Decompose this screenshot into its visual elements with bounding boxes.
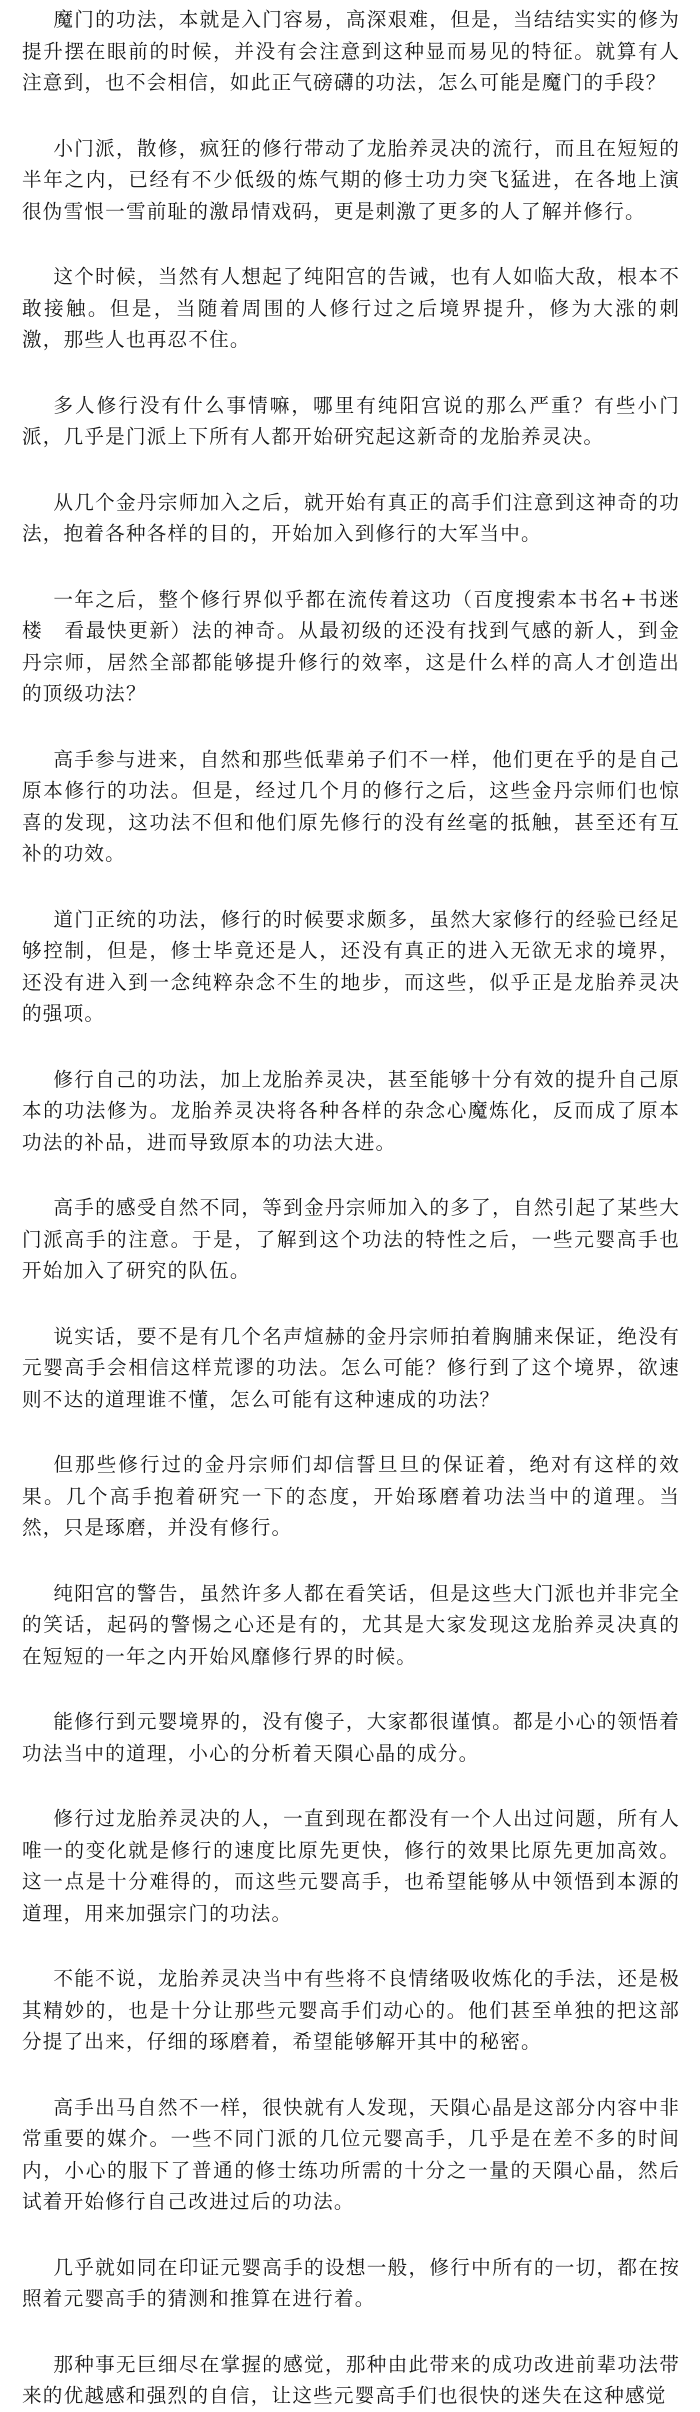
paragraph-16: 不能不说，龙胎养灵决当中有些将不良情绪吸收炼化的手法，还是极其精妙的，也是十分让那些元婴高手们动心的。他们甚至单独的把这部分提了出来，仔细的琢磨着，希望能够解开其中的秘密。 — [22, 1967, 680, 2053]
paragraph-1: 魔门的功法，本就是入门容易，高深艰难，但是，当结结实实的修为提升摆在眼前的时候，并没有会注意到这种显而易见的特征。就算有人注意到，也不会相信，如此正气磅礴的功法，怎么可能是魔门的手段？ — [22, 8, 680, 94]
paragraph-9: 修行自己的功法，加上龙胎养灵决，甚至能够十分有效的提升自己原本的功法修为。龙胎养灵决将各种各样的杂念心魔炼化，反而成了原本功法的补品，进而导致原本的功法大进。 — [22, 1067, 680, 1154]
paragraph-14: 能修行到元婴境界的，没有傻子，大家都很谨慎。都是小心的领悟着功法当中的道理，小心的分析着天隕心晶的成分。 — [22, 1710, 680, 1765]
paragraph-11: 说实话，要不是有几个名声煊赫的金丹宗师拍着胸脯来保证，绝没有元婴高手会相信这样荒谬的功法。怎么可能？修行到了这个境界，欲速则不达的道理谁不懂，怎么可能有这种速成的功法？ — [22, 1324, 680, 1411]
paragraph-7: 高手参与进来，自然和那些低辈弟子们不一样，他们更在乎的是自己原本修行的功法。但是，经过几个月的修行之后，这些金丹宗师们也惊喜的发现，这功法不但和他们原先修行的没有丝毫的抵触，甚至还有互补的功效。 — [22, 747, 680, 865]
paragraph-12: 但那些修行过的金丹宗师们却信誓旦旦的保证着，绝对有这样的效果。几个高手抱着研究一下的态度，开始琢磨着功法当中的道理。当然，只是琢磨，并没有修行。 — [22, 1453, 680, 1539]
paragraph-3: 这个时候，当然有人想起了纯阳宫的告诫，也有人如临大敌，根本不敢接触。但是，当随着周围的人修行过之后境界提升，修为大涨的刺激，那些人也再忍不住。 — [22, 265, 680, 351]
paragraph-13: 纯阳宫的警告，虽然许多人都在看笑话，但是这些大门派也并非完全的笑话，起码的警惕之心还是有的，尤其是大家发现这龙胎养灵决真的在短短的一年之内开始风靡修行界的时候。 — [22, 1581, 680, 1668]
paragraph-8: 道门正统的功法，修行的时候要求颇多，虽然大家修行的经验已经足够控制，但是，修士毕竟还是人，还没有真正的进入无欲无求的境界，还没有进入到一念纯粹杂念不生的地步，而这些，似乎正是龙胎养灵决的强项。 — [22, 907, 680, 1025]
paragraph-15: 修行过龙胎养灵决的人，一直到现在都没有一个人出过问题，所有人唯一的变化就是修行的速度比原先更快，修行的效果比原先更加高效。这一点是十分难得的，而这些元婴高手，也希望能够从中领悟到本源的道理，用来加强宗门的功法。 — [22, 1807, 680, 1925]
paragraph-17: 高手出马自然不一样，很快就有人发现，天隕心晶是这部分内容中非常重要的媒介。一些不同门派的几位元婴高手，几乎是在差不多的时间内，小心的服下了普通的修士练功所需的十分之一量的天隕心晶，然后试着开始修行自己改进过后的功法。 — [22, 2095, 680, 2213]
paragraph-18: 几乎就如同在印证元婴高手的设想一般，修行中所有的一切，都在按照着元婴高手的猜测和推算在进行着。 — [22, 2255, 680, 2310]
paragraph-5: 从几个金丹宗师加入之后，就开始有真正的高手们注意到这神奇的功法，抱着各种各样的目的，开始加入到修行的大军当中。 — [22, 490, 680, 545]
paragraph-10: 高手的感受自然不同，等到金丹宗师加入的多了，自然引起了某些大门派高手的注意。于是，了解到这个功法的特性之后，一些元婴高手也开始加入了研究的队伍。 — [22, 1196, 680, 1282]
paragraph-6: 一年之后，整个修行界似乎都在流传着这功（百度搜索本书名+书迷楼 看最快更新）法的神奇。从最初级的还没有找到气感的新人，到金丹宗师，居然全部都能够提升修行的效率，这是什么样的高人才创造出的顶级功法？ — [22, 587, 680, 705]
paragraph-4: 多人修行没有什么事情嘛，哪里有纯阳宫说的那么严重？有些小门派，几乎是门派上下所有人都开始研究起这新奇的龙胎养灵决。 — [22, 393, 680, 448]
paragraph-19: 那种事无巨细尽在掌握的感觉，那种由此带来的成功改进前辈功法带来的优越感和强烈的自信，让这些元婴高手们也很快的迷失在这种感觉 — [22, 2352, 680, 2407]
paragraph-2: 小门派，散修，疯狂的修行带动了龙胎养灵决的流行，而且在短短的半年之内，已经有不少低级的炼气期的修士功力突飞猛进，在各地上演很伪雪恨一雪前耻的激昂情戏码，更是刺激了更多的人了解并修行。 — [22, 136, 680, 223]
